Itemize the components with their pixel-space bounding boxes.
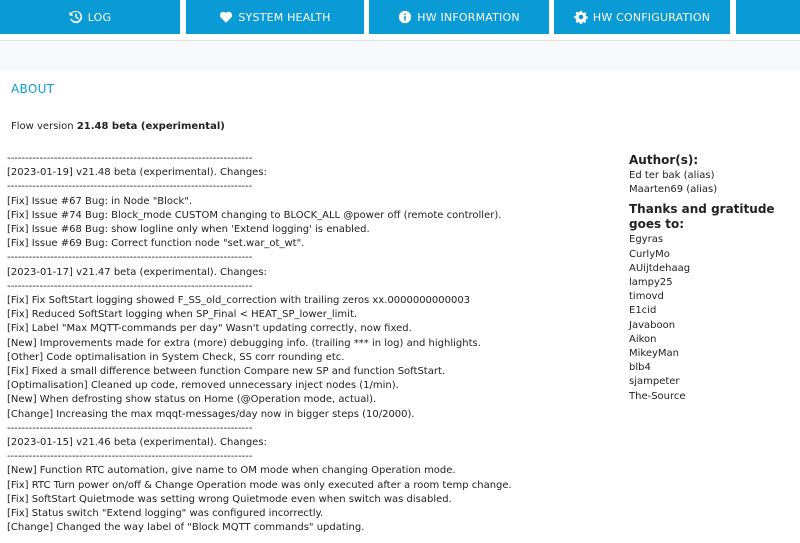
tab-hw-information-label: HW INFORMATION — [417, 10, 520, 24]
changelog-line: -------------------------------------------------------------------- — [7, 153, 253, 164]
tab-hw-configuration-label: HW CONFIGURATION — [592, 10, 711, 24]
changelog-line: [Fix] Fix SoftStart logging showed F_SS_old_correction with trailing zeros xx.0000000000003 — [7, 295, 471, 307]
tab-more[interactable] — [736, 0, 800, 34]
thanks-list — [629, 233, 799, 403]
changelog-line: [Fix] Issue #68 Bug: show logline only when 'Extend logging' is enabled. — [7, 224, 370, 236]
contributor-name: sjampeter — [629, 376, 680, 388]
changelog-line: [New] Function RTC automation, give name to OM mode when changing Operation mode. — [7, 465, 456, 477]
author-name: Maarten69 (alias) — [629, 184, 718, 196]
changelog-line: -------------------------------------------------------------------- — [7, 181, 253, 193]
info-icon — [398, 10, 412, 24]
contributor-name: timovd — [629, 291, 664, 303]
heart-icon — [219, 10, 233, 24]
changelog-line: [New] When defrosting show status on Home (@Operation mode, actual). — [7, 394, 377, 406]
changelog-line: [2023-01-19] v21.48 beta (experimental). Changes: — [7, 167, 267, 179]
tab-log[interactable] — [0, 0, 180, 34]
contributor-name: blb4 — [629, 362, 651, 374]
changelog-line: [New] Improvements made for extra (more) debugging info. (trailing *** in log) and highlights. — [7, 337, 481, 349]
contributor-name: Javaboon — [629, 319, 676, 331]
flow-version-prefix: Flow version — [11, 121, 77, 132]
history-icon — [69, 10, 83, 24]
changelog-line: -------------------------------------------------------------------- — [7, 451, 253, 463]
tab-hw-information[interactable] — [369, 0, 549, 34]
changelog-line: -------------------------------------------------------------------- — [7, 422, 253, 434]
gear-icon — [574, 10, 588, 24]
changelog-line: -------------------------------------------------------------------- — [7, 252, 253, 264]
changelog-line: -------------------------------------------------------------------- — [7, 280, 253, 292]
changelog — [7, 152, 617, 535]
flow-version — [11, 121, 225, 132]
changelog-line: [2023-01-15] v21.46 beta (experimental). Changes: — [7, 437, 267, 449]
changelog-line: [Fix] Issue #74 Bug: Block_mode CUSTOM changing to BLOCK_ALL @power off (remote controller). — [7, 209, 502, 221]
contributor-name: E1cid — [629, 305, 657, 317]
changelog-line: [Fix] RTC Turn power on/off & Change Operation mode was only executed after a room temp change. — [7, 479, 512, 491]
changelog-line: [Fix] Issue #67 Bug: in Node "Block". — [7, 195, 193, 207]
top-navigation — [0, 0, 800, 34]
changelog-line: [Fix] Issue #69 Bug: Correct function node "set.war_ot_wt". — [7, 238, 305, 250]
credits-panel — [629, 153, 799, 404]
tab-system-health[interactable] — [186, 0, 364, 34]
page-title: ABOUT — [11, 82, 55, 96]
thanks-title: Thanks and gratitude goes to: — [629, 202, 775, 232]
changelog-line: [Fix] SoftStart Quietmode was setting wrong Quietmode even when switch was disabled. — [7, 493, 452, 505]
changelog-line: [Fix] Fixed a small difference between function Compare new SP and function SoftStart. — [7, 366, 446, 378]
contributor-name: Egyras — [629, 234, 664, 246]
authors-title: Author(s): — [629, 153, 699, 167]
tab-hw-configuration[interactable] — [554, 0, 730, 34]
contributor-name: The-Source — [629, 390, 686, 402]
tab-log-label: LOG — [87, 10, 112, 24]
changelog-line: [Other] Code optimalisation in System Check, SS corr rounding etc. — [7, 351, 345, 363]
changelog-line: [Fix] Reduced SoftStart logging when SP_Final < HEAT_SP_lower_limit. — [7, 309, 358, 321]
header-band — [0, 41, 800, 71]
contributor-name: AUijtdehaag — [629, 262, 691, 274]
flow-version-value: 21.48 beta (experimental) — [76, 121, 225, 132]
contributor-name: CurlyMo — [629, 248, 670, 260]
changelog-line: [2023-01-17] v21.47 beta (experimental). Changes: — [7, 266, 267, 278]
changelog-line: [Fix] Status switch "Extend logging" was configured incorrectly. — [7, 508, 324, 520]
contributor-name: lampy25 — [629, 277, 673, 289]
changelog-line: [Change] Increasing the max mqqt-messages/day now in bigger steps (10/2000). — [7, 408, 415, 420]
changelog-line: [Change] Changed the way label of "Block MQTT commands" updating. — [7, 522, 365, 534]
authors-list — [629, 169, 799, 197]
author-name: Ed ter bak (alias) — [629, 170, 715, 181]
tab-system-health-label: SYSTEM HEALTH — [238, 10, 331, 24]
contributor-name: Aikon — [629, 333, 657, 345]
changelog-line: [Fix] Label "Max MQTT-commands per day" Wasn't updating correctly, now fixed. — [7, 323, 412, 335]
changelog-line: [Optimalisation] Cleaned up code, removed unnecessary inject nodes (1/min). — [7, 380, 399, 392]
contributor-name: MikeyMan — [629, 348, 680, 360]
